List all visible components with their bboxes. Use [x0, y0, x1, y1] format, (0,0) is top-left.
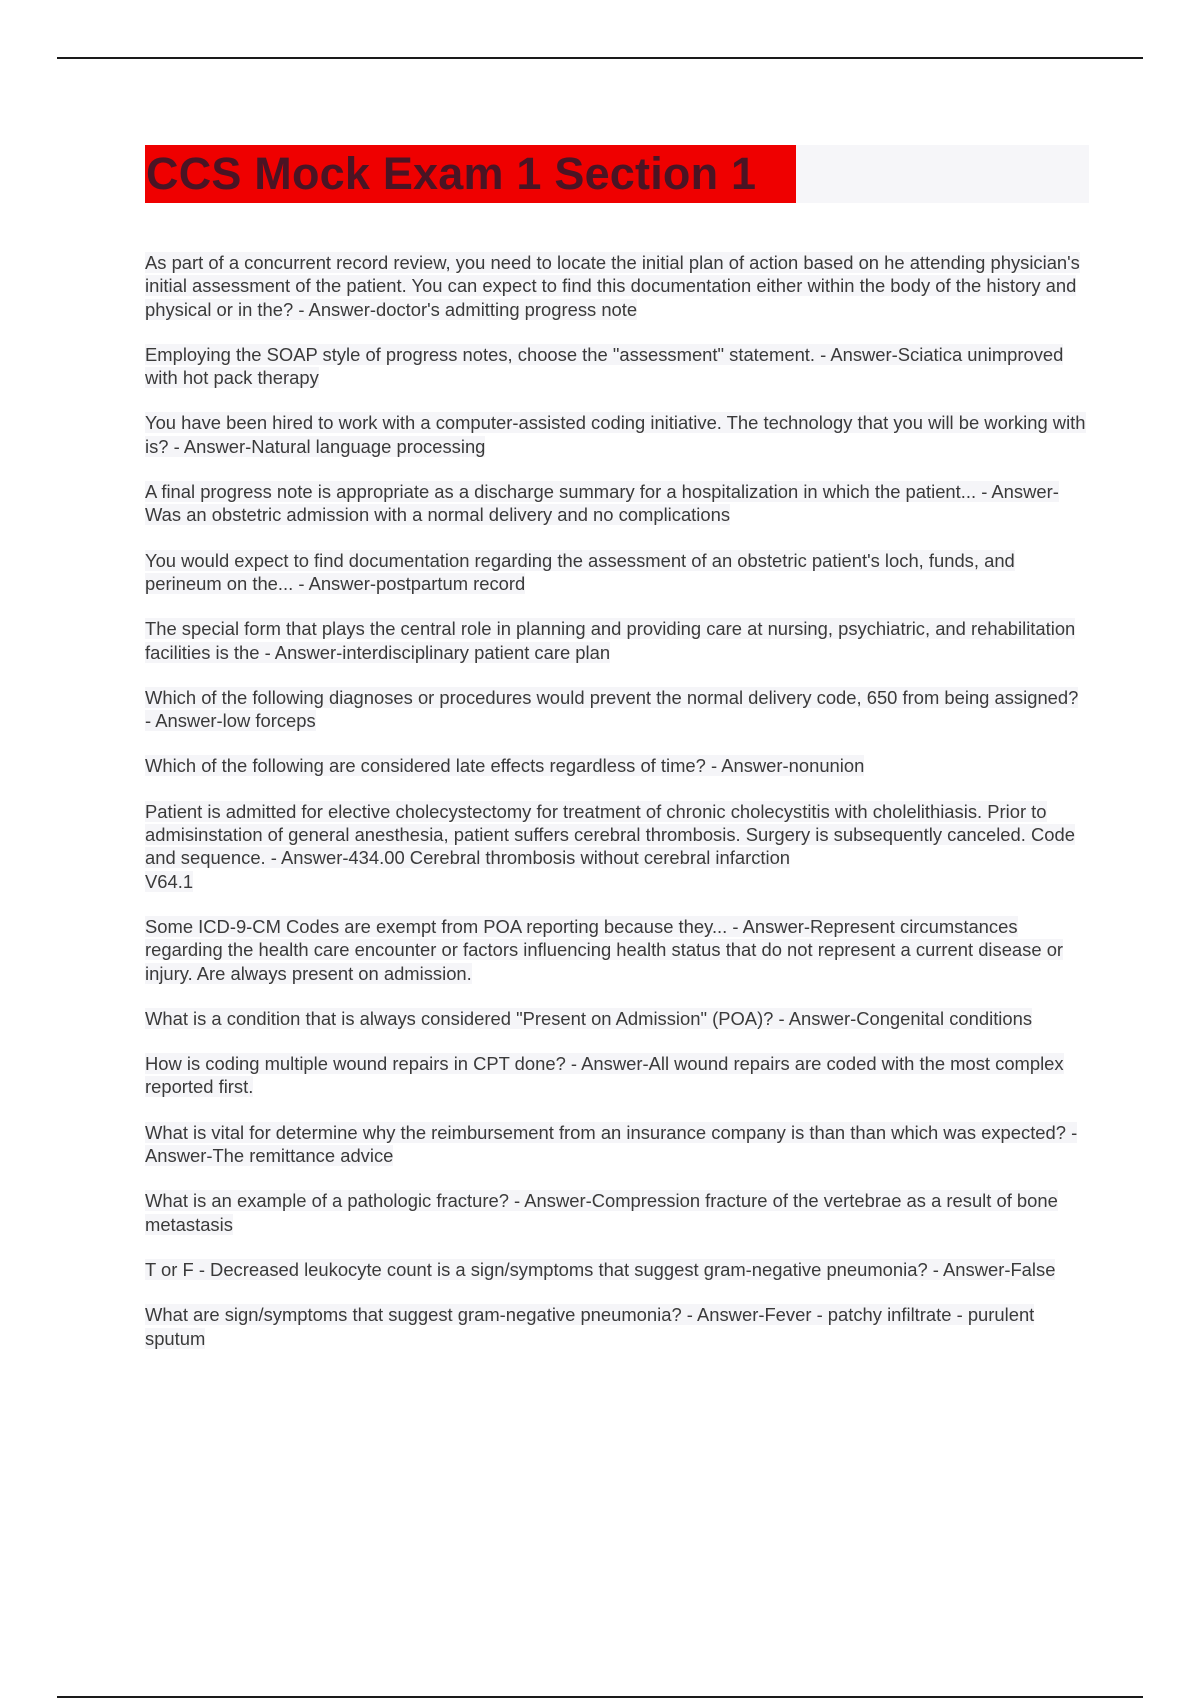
qa-item-6: [145, 617, 1089, 664]
qa-text: Which of the following are considered late effects regardless of time? - Answer-nonunion: [145, 755, 865, 777]
qa-text: Patient is admitted for elective cholecystectomy for treatment of chronic cholecystitis with cholelithiasis. Prior to admisinstation of general anesthesia, patient suffers cerebral thrombosis. Surgery is subsequently canceled. Code and sequence. - Answer-434.00 Cerebral thrombosis without cerebral infarction V64.1: [145, 800, 1075, 892]
qa-text: What is an example of a pathologic fracture? - Answer-Compression fracture of the vertebrae as a result of bone metastasis: [145, 1190, 1058, 1235]
qa-item-3: [145, 411, 1089, 458]
qa-item-9: [145, 800, 1089, 893]
qa-text: As part of a concurrent record review, you need to locate the initial plan of action based on he attending physician's initial assessment of the patient. You can expect to find this documentation either within the body of the history and physical or in the? - Answer-doctor's admitting progress note: [145, 252, 1080, 320]
qa-text: You have been hired to work with a computer-assisted coding initiative. The technology that you will be working with is? - Answer-Natural language processing: [145, 412, 1086, 457]
qa-item-13: [145, 1121, 1089, 1168]
top-rule: [57, 57, 1143, 59]
qa-text: A final progress note is appropriate as a discharge summary for a hospitalization in which the patient... - Answer-Was an obstetric admission with a normal delivery and no complications: [145, 481, 1059, 526]
qa-item-8: [145, 754, 1089, 777]
qa-item-2: [145, 343, 1089, 390]
bottom-rule: [57, 1696, 1143, 1698]
qa-item-5: [145, 549, 1089, 596]
qa-text: You would expect to find documentation regarding the assessment of an obstetric patient's loch, funds, and perineum on the... - Answer-postpartum record: [145, 549, 1015, 594]
qa-text: What is vital for determine why the reimbursement from an insurance company is than than which was expected? - Answer-The remittance advice: [145, 1121, 1078, 1167]
qa-item-11: [145, 1007, 1089, 1030]
qa-item-7: [145, 686, 1089, 733]
qa-text: Employing the SOAP style of progress notes, choose the "assessment" statement. - Answer-Sciatica unimproved with hot pack therapy: [145, 343, 1064, 389]
qa-text: What is a condition that is always considered "Present on Admission" (POA)? - Answer-Congenital conditions: [145, 1007, 1033, 1029]
qa-list: [145, 251, 1089, 1372]
qa-text: Some ICD-9-CM Codes are exempt from POA reporting because they... - Answer-Represent circumstances regarding the health care encounter or factors influencing health status that do not represent a current disease or injury. Are always present on admission.: [145, 915, 1064, 984]
qa-item-4: [145, 480, 1089, 527]
qa-item-16: [145, 1303, 1089, 1350]
qa-item-12: [145, 1052, 1089, 1099]
qa-item-15: [145, 1258, 1089, 1281]
qa-text: The special form that plays the central role in planning and providing care at nursing, psychiatric, and rehabilitation facilities is the - Answer-interdisciplinary patient care plan: [145, 618, 1076, 663]
qa-text: How is coding multiple wound repairs in CPT done? - Answer-All wound repairs are coded with the most complex reported first.: [145, 1053, 1064, 1098]
qa-item-1: [145, 251, 1089, 321]
qa-text: T or F - Decreased leukocyte count is a sign/symptoms that suggest gram-negative pneumonia? - Answer-False: [145, 1258, 1056, 1280]
qa-item-14: [145, 1189, 1089, 1236]
qa-text: What are sign/symptoms that suggest gram-negative pneumonia? - Answer-Fever - patchy infiltrate - purulent sputum: [145, 1304, 1035, 1349]
page-title: CCS Mock Exam 1 Section 1: [146, 148, 757, 199]
qa-text: Which of the following diagnoses or procedures would prevent the normal delivery code, 650 from being assigned? - Answer-low forceps: [145, 686, 1079, 732]
qa-item-10: [145, 915, 1089, 985]
